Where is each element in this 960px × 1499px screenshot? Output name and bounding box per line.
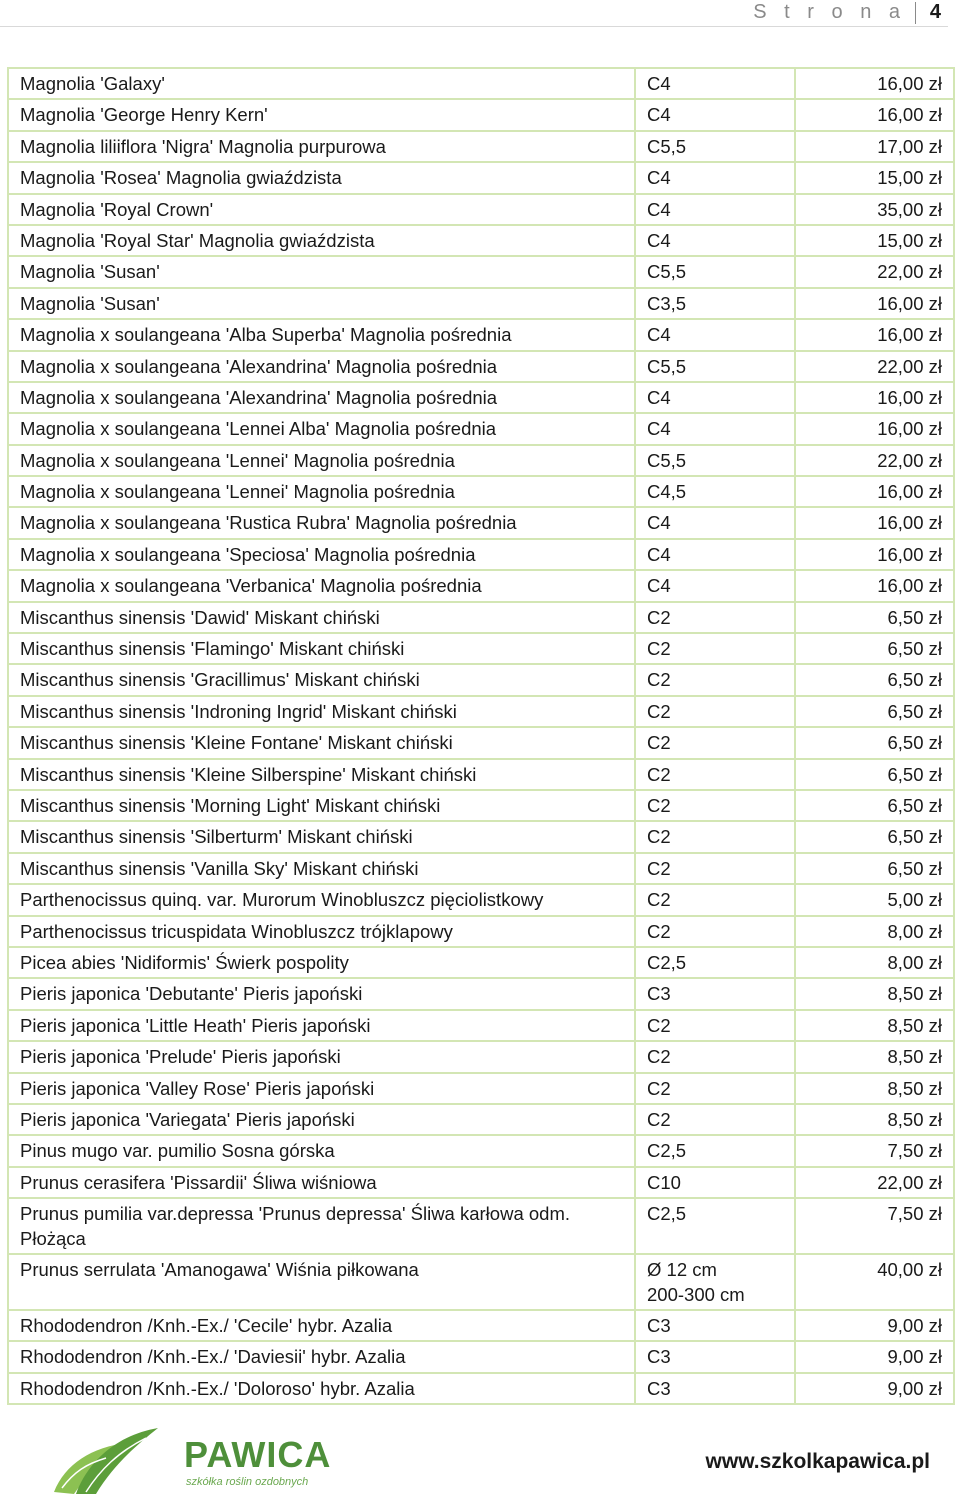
container-size: C2 bbox=[647, 920, 671, 942]
container-size: C4 bbox=[647, 418, 671, 440]
table-row bbox=[8, 978, 954, 1009]
plant-name-cell: Magnolia 'George Henry Kern' bbox=[8, 99, 635, 130]
plant-name-cell: Magnolia 'Susan' bbox=[8, 256, 635, 287]
container-size-cell bbox=[635, 319, 795, 350]
container-size: C3 bbox=[647, 1346, 671, 1368]
price-cell: 7,50 zł bbox=[795, 1198, 954, 1254]
price-cell: 22,00 zł bbox=[795, 351, 954, 382]
container-size: C4 bbox=[647, 575, 671, 597]
container-size-cell bbox=[635, 194, 795, 225]
price-cell: 8,50 zł bbox=[795, 1073, 954, 1104]
container-size: C4 bbox=[647, 386, 671, 408]
plant-name-cell: Parthenocissus tricuspidata Winobluszcz trójklapowy bbox=[8, 916, 635, 947]
price-cell: 6,50 zł bbox=[795, 727, 954, 758]
container-size: C4 bbox=[647, 104, 671, 126]
container-size-cell bbox=[635, 1135, 795, 1166]
container-size-cell bbox=[635, 445, 795, 476]
website-link[interactable]: www.szkolkapawica.pl bbox=[705, 1450, 930, 1473]
container-size: C2 bbox=[647, 606, 671, 628]
table-row bbox=[8, 476, 954, 507]
container-size: C3 bbox=[647, 1377, 671, 1399]
page-number: 4 bbox=[929, 1, 941, 23]
container-size: C4 bbox=[647, 198, 671, 220]
container-size: C5,5 bbox=[647, 135, 687, 157]
price-cell: 15,00 zł bbox=[795, 225, 954, 256]
table-row bbox=[8, 382, 954, 413]
plant-name-cell: Magnolia x soulangeana 'Verbanica' Magnolia pośrednia bbox=[8, 570, 635, 601]
plant-name-cell: Miscanthus sinensis 'Morning Light' Miskant chiński bbox=[8, 790, 635, 821]
plant-name-cell: Magnolia 'Susan' bbox=[8, 288, 635, 319]
price-cell: 35,00 zł bbox=[795, 194, 954, 225]
plant-name-cell: Magnolia x soulangeana 'Rustica Rubra' Magnolia pośrednia bbox=[8, 507, 635, 538]
table-row bbox=[8, 1073, 954, 1104]
plant-name-cell: Pieris japonica 'Little Heath' Pieris japoński bbox=[8, 1010, 635, 1041]
price-cell: 6,50 zł bbox=[795, 759, 954, 790]
table-row bbox=[8, 99, 954, 130]
container-size-cell bbox=[635, 978, 795, 1009]
container-size-cell bbox=[635, 507, 795, 538]
plant-name-cell: Magnolia x soulangeana 'Lennei' Magnolia pośrednia bbox=[8, 445, 635, 476]
container-size: C2 bbox=[647, 763, 671, 785]
table-row bbox=[8, 1167, 954, 1198]
container-size: C4 bbox=[647, 73, 671, 94]
plant-name-cell: Miscanthus sinensis 'Flamingo' Miskant chiński bbox=[8, 633, 635, 664]
container-size: C4,5 bbox=[647, 481, 687, 503]
container-size-cell bbox=[635, 131, 795, 162]
container-size-cell bbox=[635, 884, 795, 915]
plant-name-cell: Magnolia x soulangeana 'Alba Superba' Magnolia pośrednia bbox=[8, 319, 635, 350]
table-row bbox=[8, 256, 954, 287]
price-cell: 9,00 zł bbox=[795, 1310, 954, 1341]
price-cell: 17,00 zł bbox=[795, 131, 954, 162]
container-size-cell bbox=[635, 256, 795, 287]
table-row bbox=[8, 664, 954, 695]
price-cell: 6,50 zł bbox=[795, 602, 954, 633]
price-cell: 8,50 zł bbox=[795, 978, 954, 1009]
container-size: C3 bbox=[647, 983, 671, 1005]
table-row bbox=[8, 947, 954, 978]
container-size: C4 bbox=[647, 167, 671, 189]
container-size: C4 bbox=[647, 324, 671, 346]
container-size-cell bbox=[635, 1104, 795, 1135]
table-row bbox=[8, 162, 954, 193]
plant-name-cell: Magnolia x soulangeana 'Alexandrina' Magnolia pośrednia bbox=[8, 351, 635, 382]
container-size-cell bbox=[635, 696, 795, 727]
price-cell: 6,50 zł bbox=[795, 633, 954, 664]
container-size-cell bbox=[635, 821, 795, 852]
plant-name-cell: Magnolia x soulangeana 'Alexandrina' Magnolia pośrednia bbox=[8, 382, 635, 413]
container-size-cell bbox=[635, 1010, 795, 1041]
page-label: S t r o n a bbox=[753, 1, 906, 23]
container-size: C2,5 bbox=[647, 1140, 687, 1162]
container-size-cell bbox=[635, 1373, 795, 1404]
plant-name-cell: Magnolia 'Royal Crown' bbox=[8, 194, 635, 225]
table-row bbox=[8, 1104, 954, 1135]
table-row bbox=[8, 68, 954, 99]
logo-tagline: szkółka roślin ozdobnych bbox=[186, 1476, 309, 1488]
price-cell: 8,00 zł bbox=[795, 916, 954, 947]
container-size: C4 bbox=[647, 543, 671, 565]
plant-name-cell: Pieris japonica 'Variegata' Pieris japoński bbox=[8, 1104, 635, 1135]
container-size: C2 bbox=[647, 700, 671, 722]
plant-name-cell: Prunus cerasifera 'Pissardii' Śliwa wiśniowa bbox=[8, 1167, 635, 1198]
plant-name-cell: Magnolia 'Galaxy' bbox=[8, 68, 635, 99]
container-size-cell bbox=[635, 727, 795, 758]
price-cell: 16,00 zł bbox=[795, 570, 954, 601]
table-row bbox=[8, 131, 954, 162]
plant-height: 200-300 cm bbox=[647, 1284, 745, 1306]
container-size: C2 bbox=[647, 857, 671, 879]
container-size-cell bbox=[635, 947, 795, 978]
container-size-cell bbox=[635, 633, 795, 664]
page-separator bbox=[915, 2, 916, 24]
table-row bbox=[8, 884, 954, 915]
table-row bbox=[8, 633, 954, 664]
container-size: C2 bbox=[647, 732, 671, 754]
table-row bbox=[8, 1341, 954, 1372]
plant-name-cell: Miscanthus sinensis 'Kleine Fontane' Miskant chiński bbox=[8, 727, 635, 758]
price-cell: 6,50 zł bbox=[795, 664, 954, 695]
price-cell: 8,50 zł bbox=[795, 1104, 954, 1135]
container-size: Ø 12 cm bbox=[647, 1259, 717, 1281]
plant-name-cell: Miscanthus sinensis 'Vanilla Sky' Miskant chiński bbox=[8, 853, 635, 884]
table-row bbox=[8, 1198, 954, 1254]
container-size-cell bbox=[635, 288, 795, 319]
table-row bbox=[8, 1310, 954, 1341]
price-cell: 9,00 zł bbox=[795, 1341, 954, 1372]
container-size: C2 bbox=[647, 1046, 671, 1068]
price-cell: 22,00 zł bbox=[795, 445, 954, 476]
price-cell: 16,00 zł bbox=[795, 68, 954, 99]
plant-name-cell: Miscanthus sinensis 'Kleine Silberspine' Miskant chiński bbox=[8, 759, 635, 790]
table-row bbox=[8, 696, 954, 727]
container-size: C2 bbox=[647, 889, 671, 911]
price-cell: 16,00 zł bbox=[795, 319, 954, 350]
table-row bbox=[8, 194, 954, 225]
container-size-cell bbox=[635, 1041, 795, 1072]
container-size-cell bbox=[635, 602, 795, 633]
table-row bbox=[8, 413, 954, 444]
price-cell: 7,50 zł bbox=[795, 1135, 954, 1166]
plant-name-cell: Magnolia x soulangeana 'Speciosa' Magnolia pośrednia bbox=[8, 539, 635, 570]
plant-name-cell: Prunus pumilia var.depressa 'Prunus depressa' Śliwa karłowa odm. Płożąca bbox=[8, 1198, 635, 1254]
footer bbox=[0, 1420, 960, 1499]
container-size: C2 bbox=[647, 669, 671, 691]
price-cell: 6,50 zł bbox=[795, 821, 954, 852]
table-row bbox=[8, 727, 954, 758]
price-table-body bbox=[8, 68, 954, 1404]
plant-name-cell: Miscanthus sinensis 'Dawid' Miskant chiński bbox=[8, 602, 635, 633]
container-size-cell bbox=[635, 790, 795, 821]
container-size-cell bbox=[635, 570, 795, 601]
price-cell: 16,00 zł bbox=[795, 507, 954, 538]
container-size-cell bbox=[635, 539, 795, 570]
container-size-cell bbox=[635, 1073, 795, 1104]
price-cell: 22,00 zł bbox=[795, 256, 954, 287]
plant-name-cell: Magnolia 'Rosea' Magnolia gwiaździsta bbox=[8, 162, 635, 193]
container-size: C2,5 bbox=[647, 951, 687, 973]
table-row bbox=[8, 288, 954, 319]
price-cell: 5,00 zł bbox=[795, 884, 954, 915]
table-row bbox=[8, 351, 954, 382]
container-size: C10 bbox=[647, 1171, 681, 1193]
table-row bbox=[8, 539, 954, 570]
price-cell: 8,50 zł bbox=[795, 1041, 954, 1072]
logo-name: PAWICA bbox=[184, 1434, 332, 1475]
plant-name-cell: Picea abies 'Nidiformis' Świerk pospolity bbox=[8, 947, 635, 978]
table-row bbox=[8, 916, 954, 947]
plant-name-cell: Magnolia x soulangeana 'Lennei' Magnolia pośrednia bbox=[8, 476, 635, 507]
container-size-cell bbox=[635, 225, 795, 256]
price-cell: 9,00 zł bbox=[795, 1373, 954, 1404]
plant-name-cell: Rhododendron /Knh.-Ex./ 'Cecile' hybr. Azalia bbox=[8, 1310, 635, 1341]
price-cell: 16,00 zł bbox=[795, 476, 954, 507]
container-size: C5,5 bbox=[647, 261, 687, 283]
price-cell: 22,00 zł bbox=[795, 1167, 954, 1198]
price-cell: 16,00 zł bbox=[795, 413, 954, 444]
price-cell: 16,00 zł bbox=[795, 382, 954, 413]
container-size-cell bbox=[635, 759, 795, 790]
container-size-cell bbox=[635, 853, 795, 884]
plant-name-cell: Magnolia liliiflora 'Nigra' Magnolia purpurowa bbox=[8, 131, 635, 162]
price-cell: 40,00 zł bbox=[795, 1254, 954, 1310]
plant-name-cell: Rhododendron /Knh.-Ex./ 'Daviesii' hybr. Azalia bbox=[8, 1341, 635, 1372]
price-cell: 8,00 zł bbox=[795, 947, 954, 978]
price-cell: 6,50 zł bbox=[795, 853, 954, 884]
price-cell: 15,00 zł bbox=[795, 162, 954, 193]
container-size: C3,5 bbox=[647, 292, 687, 314]
container-size-cell bbox=[635, 162, 795, 193]
price-cell: 6,50 zł bbox=[795, 696, 954, 727]
container-size: C2 bbox=[647, 1108, 671, 1130]
container-size: C4 bbox=[647, 229, 671, 251]
plant-name-cell: Parthenocissus quinq. var. Murorum Winobluszcz pięciolistkowy bbox=[8, 884, 635, 915]
table-row bbox=[8, 507, 954, 538]
container-size-cell bbox=[635, 351, 795, 382]
price-cell: 8,50 zł bbox=[795, 1010, 954, 1041]
table-row bbox=[8, 1254, 954, 1310]
table-row bbox=[8, 759, 954, 790]
table-row bbox=[8, 319, 954, 350]
table-row bbox=[8, 1010, 954, 1041]
container-size: C5,5 bbox=[647, 355, 687, 377]
container-size-cell bbox=[635, 1198, 795, 1254]
container-size: C2,5 bbox=[647, 1203, 687, 1225]
plant-name-cell: Miscanthus sinensis 'Silberturm' Miskant chiński bbox=[8, 821, 635, 852]
plant-name-cell: Pinus mugo var. pumilio Sosna górska bbox=[8, 1135, 635, 1166]
plant-name-cell: Pieris japonica 'Valley Rose' Pieris japoński bbox=[8, 1073, 635, 1104]
table-row bbox=[8, 445, 954, 476]
container-size: C4 bbox=[647, 512, 671, 534]
container-size-cell bbox=[635, 916, 795, 947]
container-size-cell bbox=[635, 413, 795, 444]
price-cell: 16,00 zł bbox=[795, 288, 954, 319]
plant-name-cell: Pieris japonica 'Debutante' Pieris japoński bbox=[8, 978, 635, 1009]
header-rule bbox=[0, 26, 948, 27]
container-size-cell bbox=[635, 1341, 795, 1372]
container-size-cell bbox=[635, 1254, 795, 1310]
container-size-cell bbox=[635, 1310, 795, 1341]
table-row bbox=[8, 570, 954, 601]
price-cell: 16,00 zł bbox=[795, 99, 954, 130]
table-row bbox=[8, 225, 954, 256]
container-size: C3 bbox=[647, 1315, 671, 1337]
container-size-cell bbox=[635, 1167, 795, 1198]
price-cell: 16,00 zł bbox=[795, 539, 954, 570]
table-row bbox=[8, 1135, 954, 1166]
table-row bbox=[8, 602, 954, 633]
table-row bbox=[8, 853, 954, 884]
plant-name-cell: Prunus serrulata 'Amanogawa' Wiśnia piłkowana bbox=[8, 1254, 635, 1310]
container-size-cell bbox=[635, 68, 795, 99]
plant-name-cell: Magnolia x soulangeana 'Lennei Alba' Magnolia pośrednia bbox=[8, 413, 635, 444]
price-table bbox=[7, 67, 955, 1405]
table-row bbox=[8, 1041, 954, 1072]
container-size: C2 bbox=[647, 1077, 671, 1099]
container-size: C2 bbox=[647, 638, 671, 660]
container-size: C2 bbox=[647, 1014, 671, 1036]
plant-name-cell: Miscanthus sinensis 'Indroning Ingrid' Miskant chiński bbox=[8, 696, 635, 727]
container-size-cell bbox=[635, 99, 795, 130]
container-size-cell bbox=[635, 476, 795, 507]
page-header bbox=[0, 0, 960, 28]
table-row bbox=[8, 1373, 954, 1404]
price-cell: 6,50 zł bbox=[795, 790, 954, 821]
table-row bbox=[8, 790, 954, 821]
container-size: C2 bbox=[647, 826, 671, 848]
container-size: C2 bbox=[647, 794, 671, 816]
container-size: C5,5 bbox=[647, 449, 687, 471]
plant-name-cell: Miscanthus sinensis 'Gracillimus' Miskant chiński bbox=[8, 664, 635, 695]
leaf-logo-icon bbox=[46, 1422, 166, 1496]
container-size-cell bbox=[635, 664, 795, 695]
plant-name-cell: Rhododendron /Knh.-Ex./ 'Doloroso' hybr. Azalia bbox=[8, 1373, 635, 1404]
table-row bbox=[8, 821, 954, 852]
plant-name-cell: Magnolia 'Royal Star' Magnolia gwiaździsta bbox=[8, 225, 635, 256]
plant-name-cell: Pieris japonica 'Prelude' Pieris japoński bbox=[8, 1041, 635, 1072]
container-size-cell bbox=[635, 382, 795, 413]
